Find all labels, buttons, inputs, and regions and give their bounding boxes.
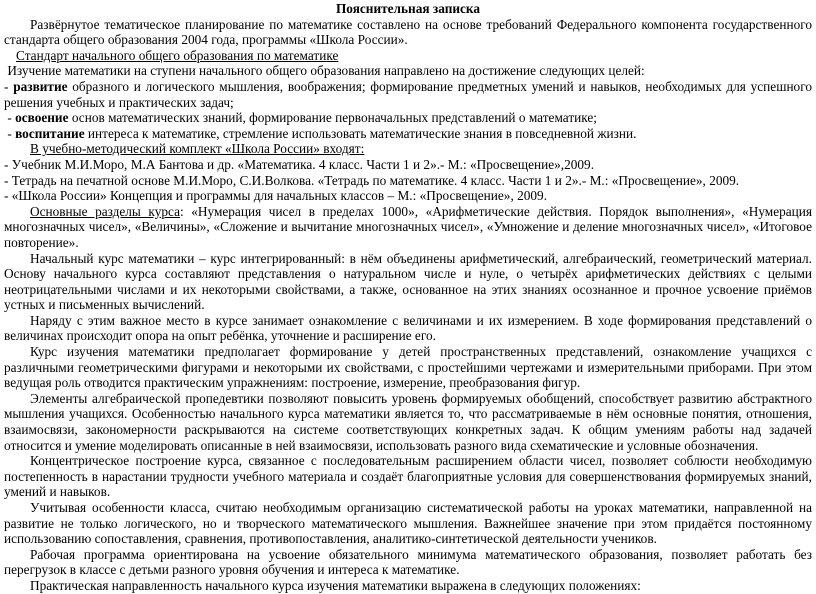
sections-paragraph: [4, 204, 812, 251]
body-paragraph: Учитывая особенности класса, считаю необходимым организацию систематической работы на уроках математики, направленной на развитие не только логического, но и творческого математического мышления. Важнейшее значение при этом придаётся постоянному использованию сопоставления, сравнения, противопоставления, аналитико-синтетической деятельности учеников.: [4, 500, 812, 547]
body-paragraph: Наряду с этим важное место в курсе занимает ознакомление с величинами и их измерением. В ходе формирования представлений о величинах происходит опора на опыт ребёнка, уточнение и расширение его.: [4, 312, 812, 344]
goal-term: развитие: [13, 78, 68, 94]
kit-item: - Тетрадь на печатной основе М.И.Моро, С.И.Волкова. «Тетрадь по математике. 4 класс. Части 1 и 2».- М.: «Просвещение», 2009.: [4, 172, 740, 188]
goals-intro: [4, 63, 812, 79]
kit-item: - Учебник М.И.Моро, М.А Бантова и др. «Математика. 4 класс. Части 1 и 2».- М.: «Просвещение»,2009.: [4, 156, 595, 172]
sections-text: : «Нумерация чисел в пределах 1000», «Арифметические действия. Порядок выполнения», «Нумерация многозначных чисел», «Величины», «Сложение и вычитание многозначных чисел», «Умножение и деление многозначных чисел», «Итоговое повторение».: [4, 203, 813, 250]
goal-item: - развитие образного и логического мышления, воображения; формирование предметных умений и навыков, необходимых для успешного решения учебных и практических задач;: [4, 78, 812, 110]
sections-label: Основные разделы курса: [30, 203, 180, 219]
goals-intro-text: Изучение математики на ступени начального общего образования направлено на достижение следующих целей:: [7, 63, 645, 79]
goal-text: интереса к математике, стремление использовать математические знания в повседневной жизни.: [84, 125, 637, 141]
goal-term: воспитание: [15, 125, 85, 141]
kit-heading-text: В учебно-методический комплект «Школа России» входят:: [30, 141, 365, 157]
kit-item: - «Школа России» Концепция и программы для начальных классов – М.: «Просвещение», 2009.: [4, 188, 548, 204]
kit-heading: [4, 141, 812, 157]
body-paragraph: Концентрическое построение курса, связанное с последовательным расширением области чисел, позволяет соблюсти необходимую постепенность в нарастании трудности учебного материала и создаёт благоприятные условия для совершенствования формируемых знаний, умений и навыков.: [4, 453, 812, 500]
goal-term: освоение: [15, 110, 69, 126]
standard-heading-text: Стандарт начального общего образования по математике: [16, 47, 339, 63]
body-paragraph: Начальный курс математики – курс интегрированный: в нём объединены арифметический, алгебраический, геометрический материал. Основу начального курса составляют представления о натуральном числе и нуле, о четырёх арифметических действиях с целыми неотрицательными числами и их некоторыми свойствами, а также, основанное на этих знаниях осознанное и прочное усвоение приёмов устных и письменных вычислений.: [4, 250, 812, 313]
body-paragraph: Практическая направленность начального курса изучения математики выражена в следующих положениях:: [30, 577, 641, 593]
goal-text: основ математических знаний, формирование первоначальных представлений о математике;: [68, 110, 597, 126]
standard-heading: [4, 48, 812, 64]
goal-text: образного и логического мышления, воображения; формирование предметных умений и навыков, необходимых для успешного решения учебных и практических задач;: [4, 78, 812, 110]
page-title: Пояснительная записка: [335, 1, 481, 16]
goal-item: - воспитание интереса к математике, стремление использовать математические знания в повседневной жизни.: [4, 125, 637, 141]
body-paragraph: Рабочая программа ориентирована на усвоение обязательного минимума математического образования, позволяет работать без перегрузок в классе с детьми разного уровня обучения и интереса к математике.: [4, 546, 812, 578]
goal-item: - освоение основ математических знаний, формирование первоначальных представлений о математике;: [4, 110, 597, 126]
intro-paragraph: Развёрнутое тематическое планирование по математике составлено на основе требований Федерального компонента государственного стандарта общего образования 2004 года, программы «Школа России».: [4, 16, 812, 48]
body-paragraph: Курс изучения математики предполагает формирование у детей пространственных представлений, ознакомление учащихся с различными геометрическими фигурами и некоторыми их свойствами, с простейшими чертежами и измерительными приборами. При этом ведущая роль отводится практическим упражнениям: построение, измерение, преобразования фигур.: [4, 344, 812, 391]
body-paragraph: Элементы алгебраической пропедевтики позволяют повысить уровень формируемых обобщений, способствует развитию абстрактного мышления учащихся. Особенностью начального курса математики является то, что рассматриваемые в нём основные понятия, отношения, взаимосвязи, закономерности раскрываются на системе соответствующих конкретных задач. К общим умениям работы над задачей относится и умение моделировать описанные в ней взаимосвязи, использовать разного вида схематические и условные обозначения.: [4, 390, 812, 453]
